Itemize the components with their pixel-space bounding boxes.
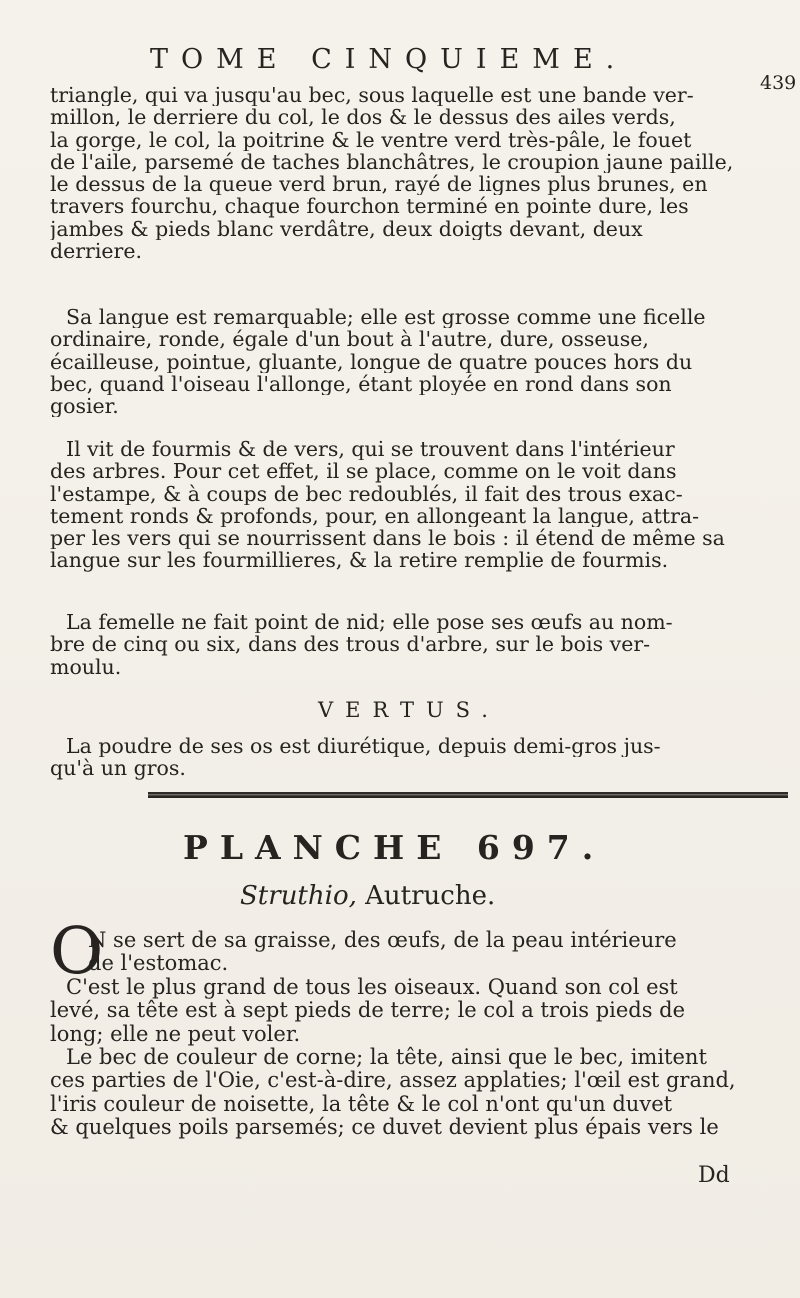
text-line: & quelques poils parsemés; ce duvet devient plus épais vers le <box>50 1116 719 1140</box>
text-line: de l'estomac. <box>88 952 229 976</box>
text-line: moulu. <box>50 655 122 678</box>
paragraph-plumage <box>50 84 792 262</box>
paragraph-diet <box>50 438 792 572</box>
text-line: C'est le plus grand de tous les oiseaux. Quand son col est <box>66 975 678 999</box>
text-line: La femelle ne fait point de nid; elle pose ses œufs au nom- <box>66 611 673 634</box>
text-line: gosier. <box>50 395 119 418</box>
text-line: Le bec de couleur de corne; la tête, ainsi que le bec, imitent <box>66 1045 707 1069</box>
text-line: La poudre de ses os est diurétique, depuis demi-gros jus- <box>66 735 661 758</box>
text-line: Il vit de fourmis & de vers, qui se trouvent dans l'intérieur <box>66 438 675 461</box>
text-line: tement ronds & profonds, pour, en allongeant la langue, attra- <box>50 504 700 528</box>
text-line: triangle, qui va jusqu'au bec, sous laquelle est une bande ver- <box>50 84 694 107</box>
text-line: qu'à un gros. <box>50 757 186 780</box>
vertus-heading: VERTUS. <box>318 698 500 722</box>
species-heading <box>240 881 495 911</box>
paragraph-tongue <box>50 306 792 417</box>
drop-cap: O <box>50 914 104 989</box>
text-line: bec, quand l'oiseau l'allonge, étant ployée en rond dans son <box>50 372 672 396</box>
section-divider <box>148 792 788 798</box>
text-line: écailleuse, pointue, gluante, longue de quatre pouces hors du <box>50 350 693 373</box>
paragraph-nesting <box>50 611 792 678</box>
text-line: la gorge, le col, la poitrine & le ventre verd très-pâle, le fouet <box>50 128 692 151</box>
text-line: N se sert de sa graisse, des œufs, de la peau intérieure <box>88 929 677 952</box>
text-line: le dessus de la queue verd brun, rayé de lignes plus brunes, en <box>50 173 708 196</box>
text-line: ces parties de l'Oie, c'est-à-dire, assez applaties; l'œil est grand, <box>50 1069 736 1093</box>
paragraph-vertus <box>50 735 792 780</box>
common-name: Autruche. <box>365 881 496 911</box>
text-line: Sa langue est remarquable; elle est grosse comme une ficelle <box>66 306 706 329</box>
text-line: long; elle ne peut voler. <box>50 1022 301 1046</box>
signature-mark: Dd <box>698 1163 730 1188</box>
running-head: TOME CINQUIEME. <box>150 44 628 75</box>
text-line: per les vers qui se nourrissent dans le bois : il étend de même sa <box>50 527 725 550</box>
text-line: derriere. <box>50 240 142 263</box>
page-number: 439 <box>760 72 797 94</box>
text-line: l'iris couleur de noisette, la tête & le col n'ont qu'un duvet <box>50 1092 673 1116</box>
text-line: langue sur les fourmillieres, & la retire remplie de fourmis. <box>50 549 669 572</box>
plate-heading: PLANCHE 697. <box>183 828 606 867</box>
text-line: ordinaire, ronde, égale d'un bout à l'autre, dure, osseuse, <box>50 328 649 351</box>
paragraph-ostrich <box>50 929 792 1140</box>
text-line: l'estampe, & à coups de bec redoublés, il fait des trous exac- <box>50 482 683 505</box>
text-line: millon, le derriere du col, le dos & le dessus des ailes verds, <box>50 106 676 129</box>
latin-name: Struthio, <box>240 881 357 911</box>
text-line: jambes & pieds blanc verdâtre, deux doigts devant, deux <box>50 217 643 241</box>
text-line: de l'aile, parsemé de taches blanchâtres, le croupion jaune paille, <box>50 150 734 174</box>
text-line: bre de cinq ou six, dans des trous d'arbre, sur le bois ver- <box>50 633 651 656</box>
text-line: levé, sa tête est à sept pieds de terre; le col a trois pieds de <box>50 999 686 1023</box>
text-line: des arbres. Pour cet effet, il se place, comme on le voit dans <box>50 460 677 483</box>
text-line: travers fourchu, chaque fourchon terminé en pointe dure, les <box>50 195 689 218</box>
